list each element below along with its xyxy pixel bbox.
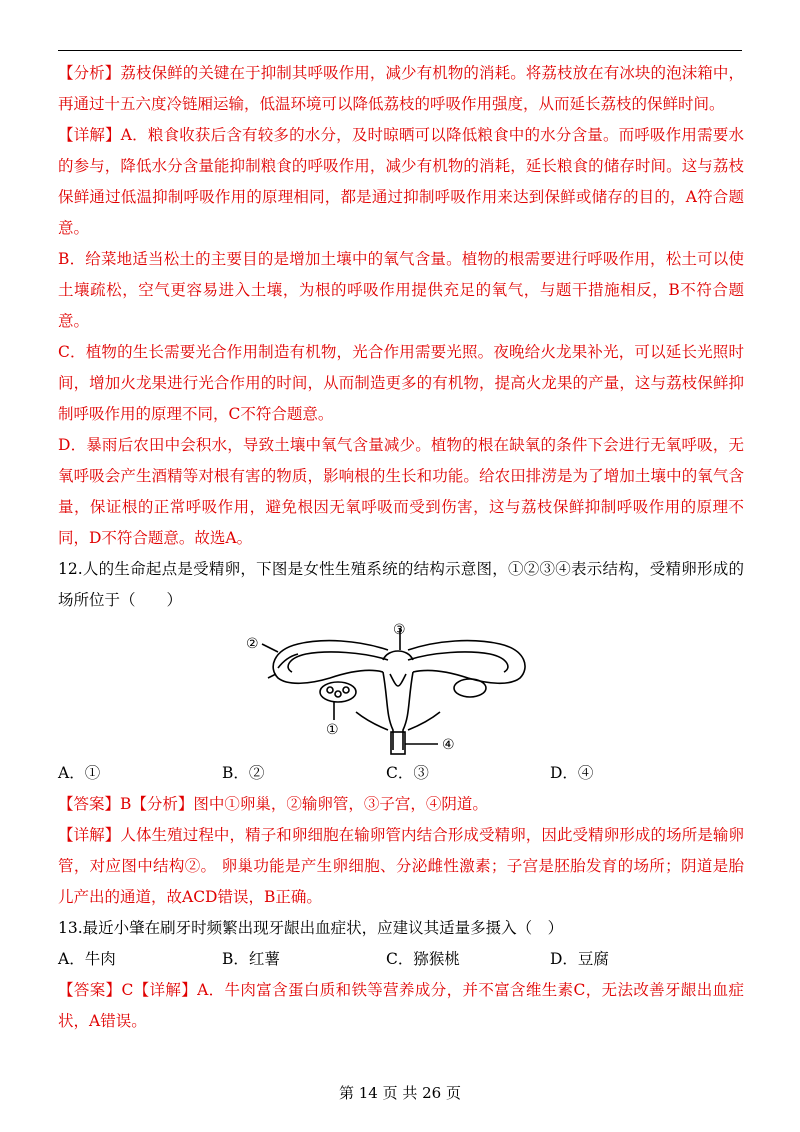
q13-option-c[interactable]: C．猕猴桃	[386, 950, 460, 968]
label-3: ③	[393, 622, 406, 638]
q13-option-d[interactable]: D．豆腐	[550, 950, 609, 968]
female-reproductive-diagram	[58, 620, 742, 758]
diagram-svg	[238, 620, 558, 758]
q12-option-c[interactable]: C．③	[386, 764, 429, 782]
q13-stem: 13.最近小肇在刷牙时频繁出现牙龈出血症状，应建议其适量多摄入（ ）	[58, 919, 564, 937]
q11-detail-b: B．给菜地适当松土的主要目的是增加土壤中的氧气含量。植物的根需要进行呼吸作用，松土可以使土壤疏松，空气更容易进入土壤，为根的呼吸作用提供充足的氧气，与题干措施相反，B不符合题意。	[58, 250, 744, 330]
q13-answer: 【答案】C【详解】A．牛肉富含蛋白质和铁等营养成分，并不富含维生素C，无法改善牙龈出血症状，A错误。	[58, 981, 744, 1030]
q12-answer: 【答案】B【分析】图中①卵巢，②输卵管，③子宫，④阴道。	[58, 795, 488, 813]
q12-option-b[interactable]: B．②	[222, 764, 265, 782]
q11-analysis: 【分析】荔枝保鲜的关键在于抑制其呼吸作用，减少有机物的消耗。将荔枝放在有冰块的泡沫箱中，再通过十五六度冷链厢运输，低温环境可以降低荔枝的呼吸作用强度，从而延长荔枝的保鲜时间。	[58, 64, 744, 113]
q11-detail-a: 【详解】A．粮食收获后含有较多的水分，及时晾晒可以降低粮食中的水分含量。而呼吸作用需要水的参与，降低水分含量能抑制粮食的呼吸作用，减少有机物的消耗，延长粮食的储存时间。这与荔枝保鲜通过低温抑制呼吸作用的原理相同，都是通过抑制呼吸作用来达到保鲜或储存的目的，A符合题意。	[58, 126, 744, 237]
q12-detail: 【详解】人体生殖过程中，精子和卵细胞在输卵管内结合形成受精卵，因此受精卵形成的场所是输卵管，对应图中结构②。 卵巢功能是产生卵细胞、分泌雌性激素；子宫是胚胎发育的场所；阴道是胎儿产出的通道，故ACD错误，B正确。	[58, 826, 744, 906]
q13-option-b[interactable]: B．红薯	[222, 950, 280, 968]
page-footer: 第 14 页 共 26 页	[338, 1084, 461, 1102]
q13-option-a[interactable]: A．牛肉	[58, 950, 116, 968]
q13-options	[58, 944, 744, 975]
q11-detail-c: C．植物的生长需要光合作用制造有机物，光合作用需要光照。夜晚给火龙果补光，可以延长光照时间，增加火龙果进行光合作用的时间，从而制造更多的有机物，提高火龙果的产量，这与荔枝保鲜抑制呼吸作用的原理不同，C不符合题意。	[58, 343, 744, 423]
header-rule	[58, 50, 742, 51]
q12-option-d[interactable]: D．④	[550, 764, 594, 782]
label-4: ④	[442, 737, 455, 753]
q11-detail-d: D．暴雨后农田中会积水，导致土壤中氧气含量减少。植物的根在缺氧的条件下会进行无氧呼吸，无氧呼吸会产生酒精等对根有害的物质，影响根的生长和功能。给农田排涝是为了增加土壤中的氧气含量，保证根的正常呼吸作用，避免根因无氧呼吸而受到伤害，这与荔枝保鲜抑制呼吸作用的原理不同，D不符合题意。故选A。	[58, 436, 744, 547]
label-2: ②	[246, 636, 259, 652]
q12-stem: 12.人的生命起点是受精卵，下图是女性生殖系统的结构示意图，①②③④表示结构，受精卵形成的场所位于（ ）	[58, 560, 744, 609]
label-1: ①	[326, 722, 339, 738]
page-content	[58, 58, 744, 1037]
q12-options	[58, 758, 744, 789]
q12-option-a[interactable]: A．①	[58, 764, 101, 782]
